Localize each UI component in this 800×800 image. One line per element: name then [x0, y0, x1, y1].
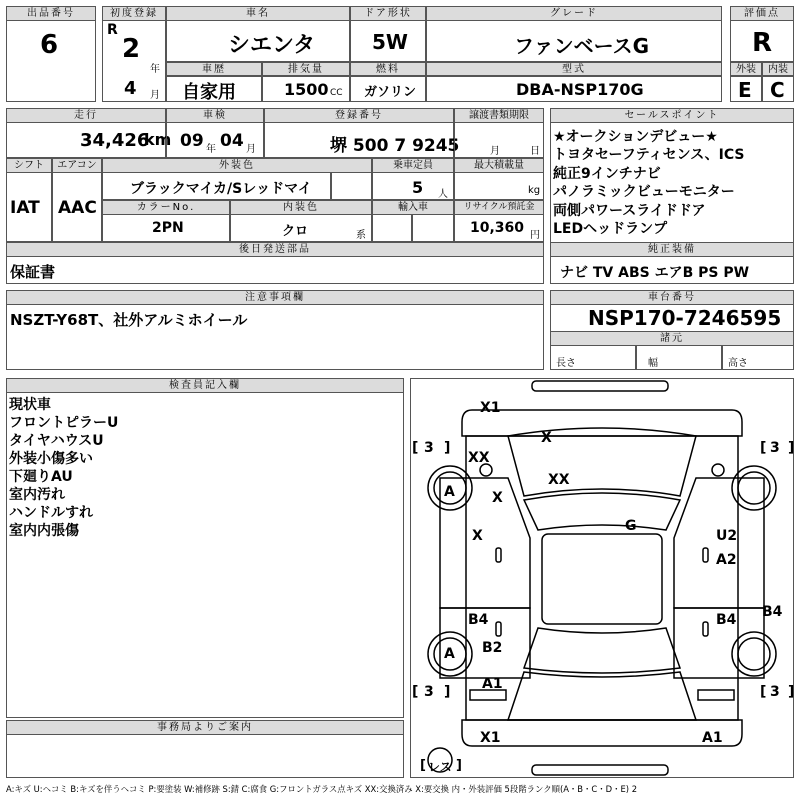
history-value: 自家用	[182, 82, 236, 103]
mileage-value: 34,426	[80, 130, 150, 151]
transfer-label: 譲渡書類期限	[454, 108, 544, 123]
mark-x1-bottom: X1	[480, 730, 501, 746]
car-name-label: 車名	[166, 6, 350, 21]
mark-x1-top: X1	[480, 400, 501, 416]
import-box-a	[372, 214, 412, 242]
ac-label: エアコン	[52, 158, 102, 173]
insp-year-value: 09	[180, 131, 204, 151]
mark-a2-right: A2	[716, 552, 737, 568]
inspector-note-item: タイヤハウスU	[9, 433, 104, 449]
ext-color-extra	[330, 172, 372, 200]
insp-year-unit: 年	[206, 144, 216, 155]
mark-x-roof: X	[541, 430, 552, 446]
reg-month-value: 4	[124, 78, 137, 99]
grade-label: グレード	[426, 6, 722, 21]
kei-unit: 系	[356, 230, 366, 241]
tire-tr-close: ]	[788, 440, 795, 456]
length-label: 長さ	[556, 358, 576, 369]
mark-b4-left: B4	[468, 612, 489, 628]
car-diagram	[410, 378, 794, 778]
tire-bl-open: [	[412, 684, 419, 700]
office-label: 事務局よりご案内	[6, 720, 404, 735]
spare-open: [	[420, 758, 426, 773]
inspector-note-item: 室内内張傷	[9, 523, 79, 539]
kg-unit: kg	[528, 185, 541, 196]
ac-value: AAC	[58, 198, 97, 218]
mark-a1-left: A1	[482, 676, 503, 692]
exterior-value: E	[738, 78, 752, 102]
model-code-value: DBA-NSP170G	[516, 80, 644, 99]
era-label: R	[107, 22, 118, 38]
color-no-label: カラーNo.	[102, 200, 230, 215]
transfer-month: 月	[490, 146, 500, 157]
persons-unit: 人	[438, 189, 448, 200]
color-no-value: 2PN	[152, 220, 184, 236]
notes-value: NSZT-Y68T、社外アルミホイール	[10, 311, 248, 329]
later-parts-box	[6, 256, 544, 284]
office-box	[6, 734, 404, 778]
score-value: R	[752, 28, 773, 58]
mark-u2-right: U2	[716, 528, 738, 544]
import-box-b	[412, 214, 454, 242]
mark-xx-hood: XX	[548, 472, 570, 488]
shift-value: IAT	[10, 198, 40, 218]
width-label: 幅	[648, 358, 658, 369]
legend-text: A:キズ U:ヘコミ B:キズを伴うヘコミ P:要塗装 W:補修跡 S:錆 C:腐食 G:フロントガラス点キズ XX:交換済み X:要交換 内・外装評価 5段階ランク順(A・B・C・D・E) 2	[6, 784, 638, 794]
reg-no-label: 登録番号	[264, 108, 454, 123]
door-value: 5W	[372, 30, 408, 54]
history-label: 車歴	[166, 62, 262, 76]
mark-g-center: G	[625, 518, 637, 534]
recycle-value: 10,360	[470, 220, 525, 236]
inspector-note-item: 室内汚れ	[9, 487, 65, 503]
inspector-note-item: 下廻りAU	[9, 469, 73, 485]
tire-bl-value: 3	[424, 684, 434, 700]
grade-value: ファンベースG	[514, 34, 650, 58]
capacity-value: 5	[412, 178, 424, 197]
later-parts-value: 保証書	[10, 263, 56, 281]
fuel-value: ガソリン	[364, 85, 417, 100]
tire-tl-value: 3	[424, 440, 434, 456]
month-unit: 月	[150, 90, 160, 101]
inspector-notes-list	[9, 396, 118, 540]
inspector-note-item: 外装小傷多い	[9, 451, 93, 467]
spare-close: ]	[456, 758, 462, 773]
notes-label: 注意事項欄	[6, 290, 544, 305]
import-label: 輸入車	[372, 200, 454, 215]
car-name-value: シエンタ	[228, 33, 316, 58]
lot-no-label: 出品番号	[6, 6, 96, 21]
chassis-label: 車台番号	[550, 290, 794, 305]
height-label: 高さ	[728, 358, 748, 369]
mark-a-left-rear: A	[444, 646, 455, 662]
dimensions-label: 諸元	[550, 331, 794, 346]
interior-label: 内装	[762, 62, 794, 76]
equipment-label: 純正装備	[550, 242, 794, 257]
km-unit: km	[144, 130, 172, 149]
mark-b4-far-right: B4	[762, 604, 783, 620]
chassis-value: NSP170-7246595	[588, 306, 782, 330]
inspector-note-item: 現状車	[9, 397, 51, 413]
mark-b2-left: B2	[482, 640, 503, 656]
score-label: 評価点	[730, 6, 794, 21]
interior-value: C	[770, 78, 785, 102]
door-label: ドア形状	[350, 6, 426, 21]
sales-point-item: LEDヘッドランプ	[553, 221, 668, 238]
tire-br-close: ]	[788, 684, 795, 700]
tire-bl-close: ]	[444, 684, 451, 700]
equipment-value: ナビ TV ABS エアB PS PW	[560, 265, 750, 281]
tire-tr-value: 3	[770, 440, 780, 456]
inspector-note-item: フロントピラーU	[9, 415, 119, 431]
sales-points-label: セールスポイント	[550, 108, 794, 123]
mark-x-left-a: X	[492, 490, 503, 506]
sales-point-item: 両側パワースライドドア	[553, 202, 706, 219]
mark-x-left-door: X	[472, 528, 483, 544]
tire-tr-open: [	[760, 440, 767, 456]
tire-tl-open: [	[412, 440, 419, 456]
recycle-label: リサイクル預託金	[454, 200, 544, 215]
mark-a1-bottom: A1	[702, 730, 723, 746]
ext-color-value: ブラックマイカ/Sレッドマイ	[130, 181, 312, 197]
displacement-label: 排気量	[262, 62, 350, 76]
mileage-label: 走行	[6, 108, 166, 123]
sales-points-list	[553, 128, 793, 238]
fuel-label: 燃料	[350, 62, 426, 76]
insp-month-unit: 月	[246, 144, 256, 155]
shift-label: シフト	[6, 158, 52, 173]
max-load-label: 最大積載量	[454, 158, 544, 173]
exterior-label: 外装	[730, 62, 762, 76]
mark-b4-right: B4	[716, 612, 737, 628]
year-unit: 年	[150, 64, 160, 75]
inspector-note-item: ハンドルすれ	[9, 505, 93, 521]
reg-no-value: 堺 500 7 9245	[330, 136, 460, 156]
later-parts-label: 後日発送部品	[6, 242, 544, 257]
sales-point-item: 純正9インチナビ	[553, 165, 661, 182]
sales-point-item: トヨタセーフティセンス、ICS	[553, 147, 745, 164]
lot-no-value: 6	[40, 30, 59, 60]
tire-br-value: 3	[770, 684, 780, 700]
spare-value: レス	[428, 760, 452, 774]
cc-unit: CC	[330, 88, 343, 98]
insp-month-value: 04	[220, 131, 244, 151]
transfer-day: 日	[530, 146, 540, 157]
capacity-label: 乗車定員	[372, 158, 454, 173]
mark-xx-left: XX	[468, 450, 490, 466]
tire-br-open: [	[760, 684, 767, 700]
int-color-value: クロ	[282, 224, 309, 239]
sales-point-item: パノラミックビューモニター	[553, 184, 735, 201]
inspection-label: 車検	[166, 108, 264, 123]
tire-tl-close: ]	[444, 440, 451, 456]
ext-color-label: 外装色	[102, 158, 372, 173]
yen-unit: 円	[530, 230, 540, 241]
inspector-label: 検査員記入欄	[6, 378, 404, 393]
sales-point-item: ★オークションデビュー★	[553, 129, 718, 145]
first-reg-label: 初度登録	[102, 6, 166, 21]
displacement-value: 1500	[284, 80, 329, 99]
model-code-label: 型式	[426, 62, 722, 76]
mark-a-left-front: A	[444, 484, 455, 500]
reg-year-value: 2	[122, 34, 141, 64]
int-color-label: 内装色	[230, 200, 372, 215]
